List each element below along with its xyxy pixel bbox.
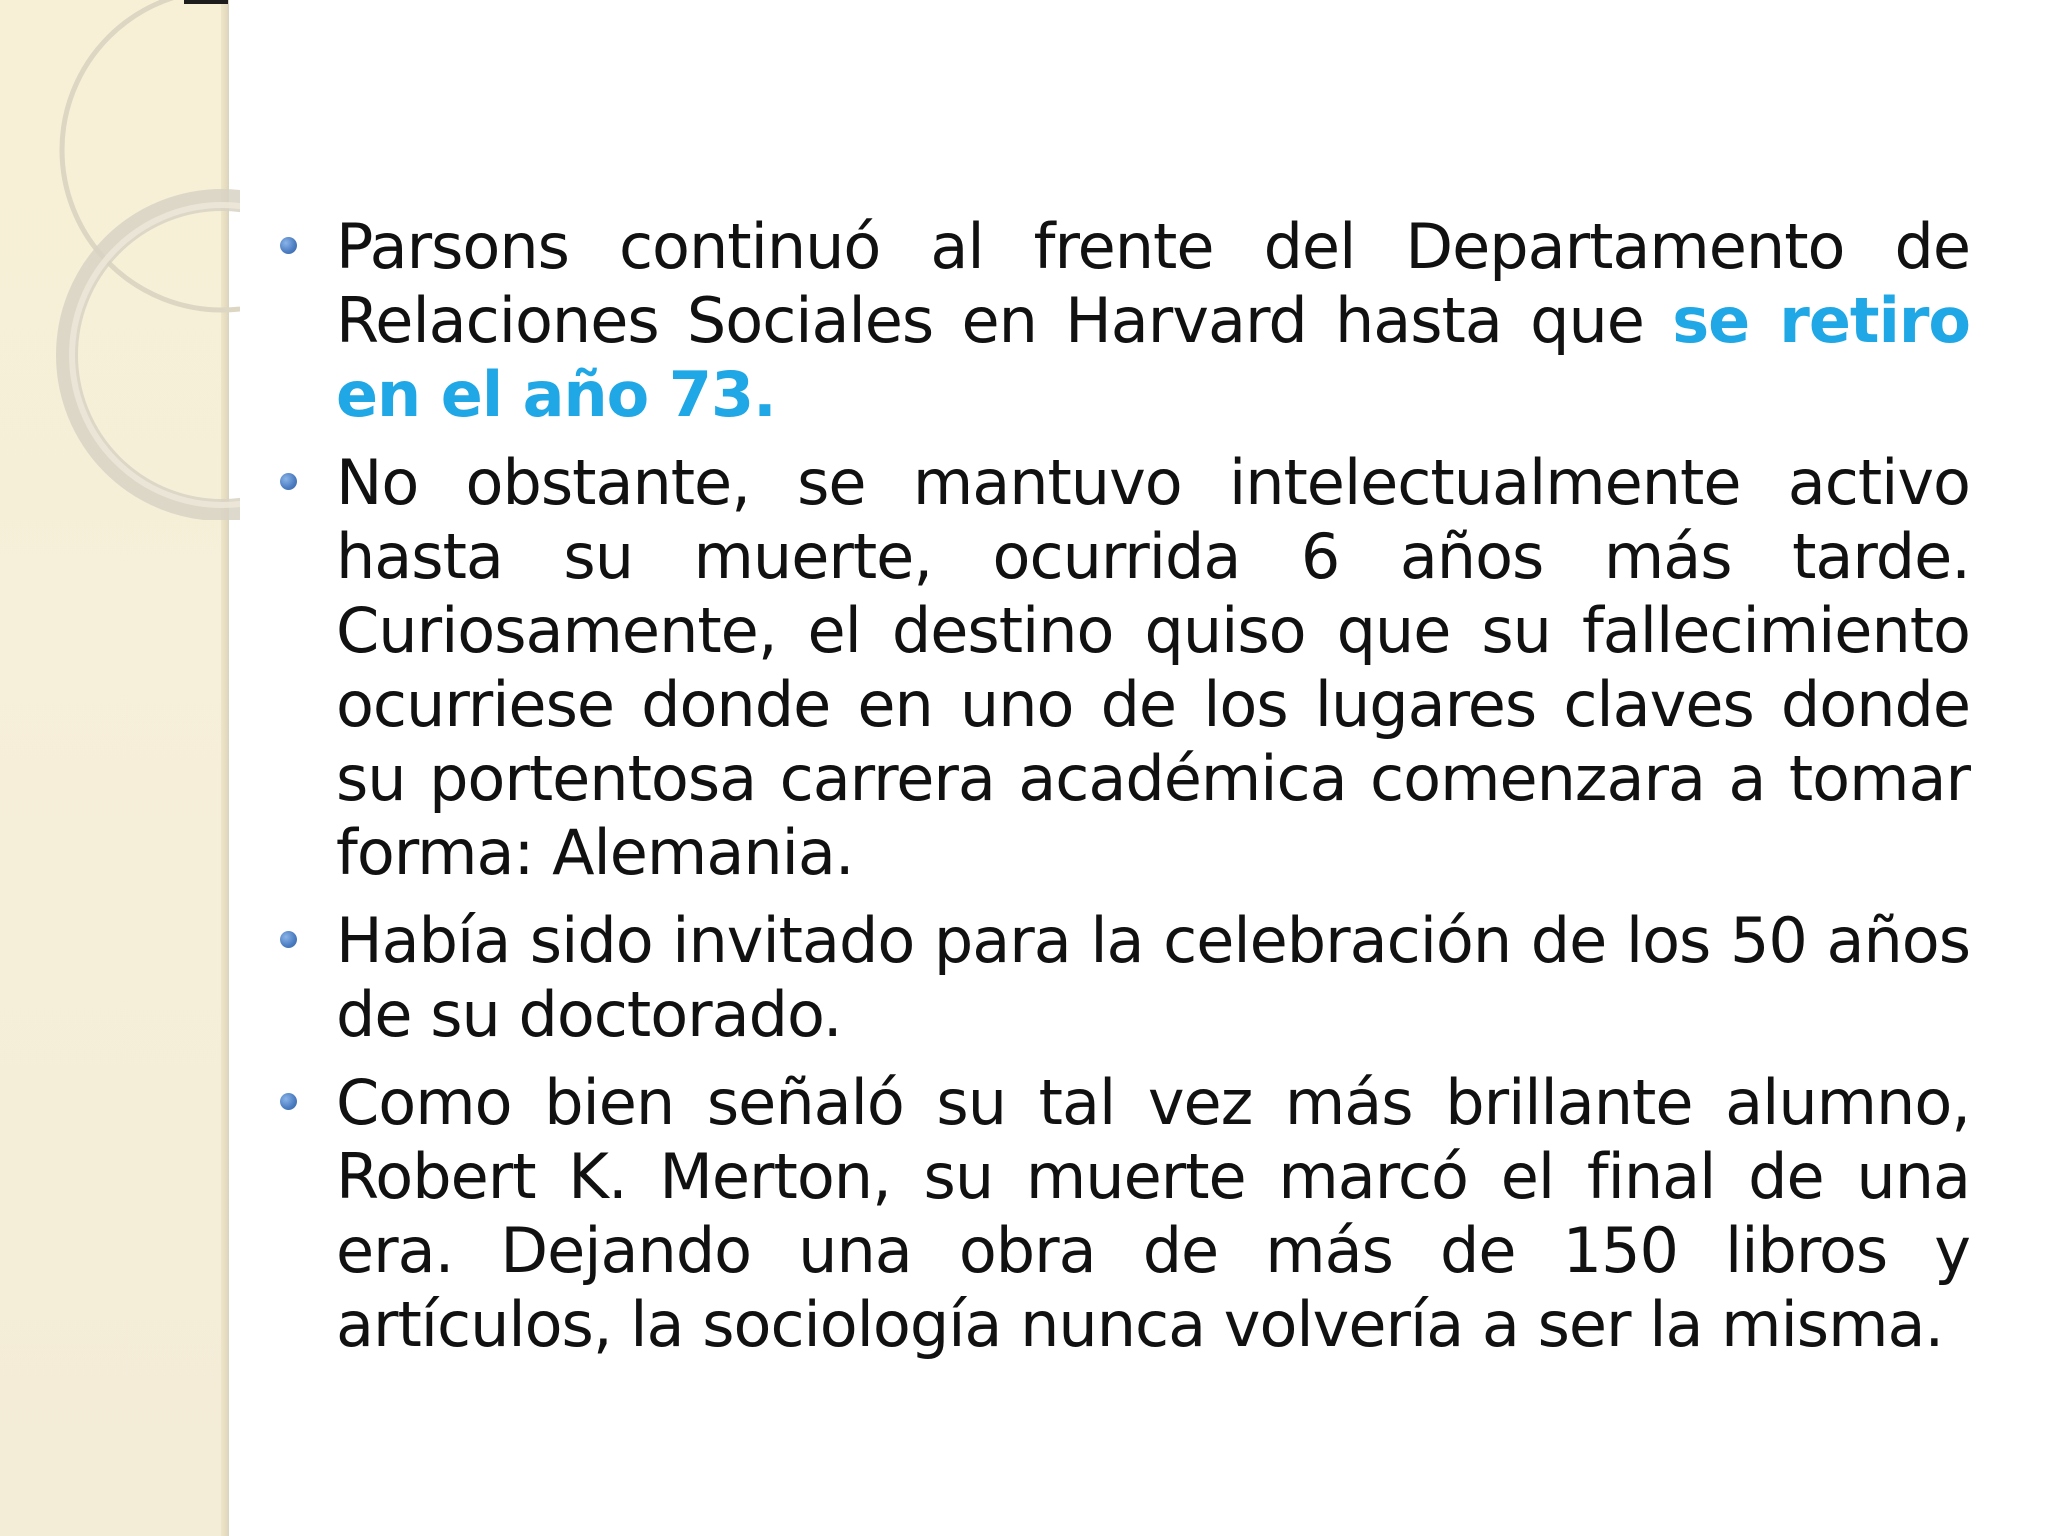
bullet-text: Había sido invitado para la celebración de los 50 años de su doctorado. [336,904,1970,1051]
bullet-text: Como bien señaló su tal vez más brillante alumno, Robert K. Merton, su muerte marcó el final de una era. Dejando una obra de más de 150 libros y artículos, la sociología nunca volvería a ser la misma. [336,1066,1970,1361]
slide-content [270,210,1970,1376]
bullet-item [270,904,1970,1052]
bullet-item [270,210,1970,432]
bullet-text: Parsons continuó al frente del Departamento de Relaciones Sociales en Harvard hasta que [336,210,1970,357]
bullet-dot-icon [280,237,297,254]
bullet-dot-icon [280,1093,297,1110]
bullet-item [270,1066,1970,1362]
bullet-dot-icon [280,931,297,948]
bullet-highlight: se retiro en el año 73. [336,284,1970,431]
bullet-item [270,446,1970,890]
bullet-list [270,210,1970,1362]
decorative-circles [0,0,240,520]
bullet-dot-icon [280,473,297,490]
bullet-text: No obstante, se mantuvo intelectualmente activo hasta su muerte, ocurrida 6 años más tarde. Curiosamente, el destino quiso que su fallecimiento ocurriese donde en uno de los lugares claves donde su portentosa carrera académica comenzara a tomar forma: Alemania. [336,446,1970,889]
